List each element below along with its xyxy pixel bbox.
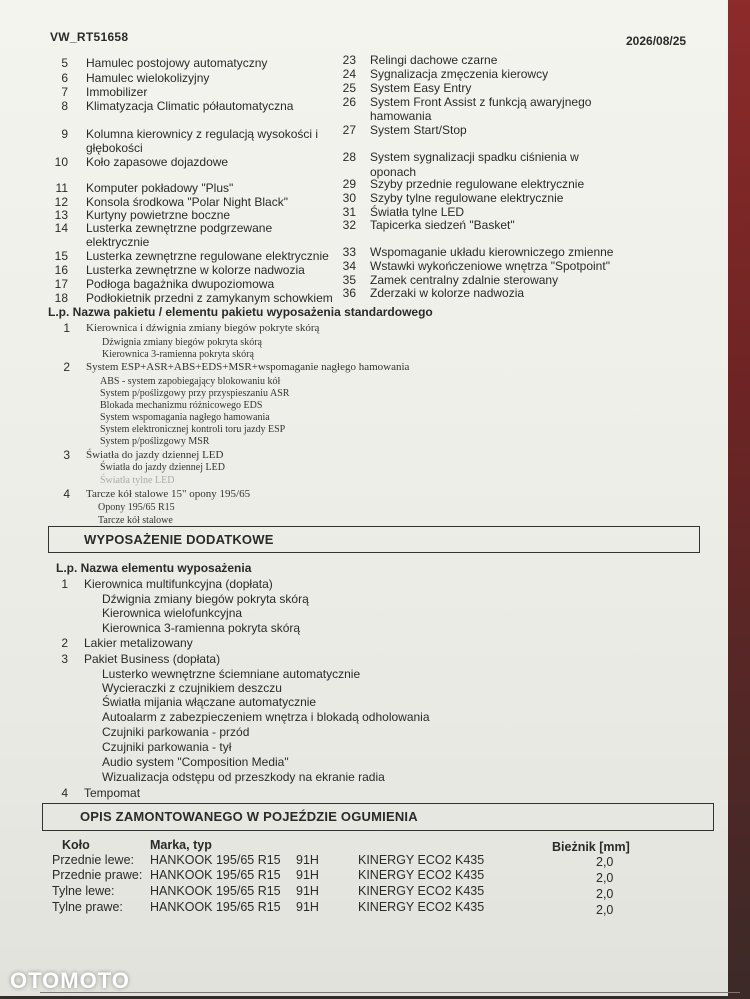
std-item: Lusterka zewnętrzne w kolorze nadwozia <box>86 263 305 277</box>
package-item: System p/poślizgowy MSR <box>100 436 210 447</box>
std-item: Kurtyny powietrzne boczne <box>86 208 231 222</box>
item-number: 9 <box>61 127 68 141</box>
item-number: 14 <box>54 221 68 235</box>
package-item: Dźwignia zmiany biegów pokryta skórą <box>102 337 262 348</box>
tires-col-brand: Marka, typ <box>150 838 212 852</box>
std-item: System Start/Stop <box>370 123 467 137</box>
std-item: Klimatyzacja Climatic półautomatyczna <box>86 99 294 113</box>
item-number: 26 <box>342 95 356 109</box>
item-number: 35 <box>342 273 356 287</box>
package-item: Światła tylne LED <box>100 475 175 486</box>
item-number: 30 <box>342 191 356 205</box>
std-item: Lusterka zewnętrzne regulowane elektrycznie <box>86 249 329 263</box>
package-name: Kierownica i dźwignia zmiany biegów pokryte skórą <box>86 322 320 334</box>
item-number: 5 <box>61 56 68 70</box>
std-item: Wspomaganie układu kierowniczego zmienne <box>370 245 614 259</box>
item-number: 8 <box>61 99 68 113</box>
package-number: 1 <box>63 321 70 335</box>
package-item: System elektronicznej kontroli toru jazdy ESP <box>100 424 286 435</box>
package-number: 3 <box>63 448 70 462</box>
package-number: 4 <box>63 487 70 501</box>
std-item: Wstawki wykończeniowe wnętrza "Spotpoint" <box>370 259 610 273</box>
tires-col-tread: Bieżnik [mm] <box>552 840 630 854</box>
std-item: System Easy Entry <box>370 81 472 95</box>
package-item: Blokada mechanizmu różnicowego EDS <box>100 400 263 411</box>
tire-wheel: Tylne prawe: <box>52 900 123 914</box>
item-number: 29 <box>342 177 356 191</box>
package-name: System ESP+ASR+ABS+EDS+MSR+wspomaganie nagłego hamowania <box>86 361 410 373</box>
optional-item: Kierownica 3-ramienna pokryta skórą <box>102 621 301 635</box>
tire-index: 91H <box>296 884 319 898</box>
tire-tread: 2,0 <box>596 887 614 901</box>
item-number: 10 <box>54 155 68 169</box>
item-number: 28 <box>342 150 356 164</box>
std-item: Lusterka zewnętrzne podgrzewane <box>86 221 273 235</box>
tire-index: 91H <box>296 868 319 882</box>
item-number: 36 <box>342 286 356 300</box>
optional-item: Autoalarm z zabezpieczeniem wnętrza i blokadą odholowania <box>102 710 430 724</box>
std-item: Koło zapasowe dojazdowe <box>86 155 229 169</box>
optional-name: Tempomat <box>84 786 141 800</box>
optional-item: Wycieraczki z czujnikiem deszczu <box>102 681 282 695</box>
tire-index: 91H <box>296 853 319 867</box>
package-number: 2 <box>63 360 70 374</box>
tire-brand: HANKOOK 195/65 R15 <box>150 868 281 882</box>
package-name: Światła do jazdy dziennej LED <box>86 449 224 461</box>
tire-model: KINERGY ECO2 K435 <box>358 853 485 867</box>
optional-item: Dźwignia zmiany biegów pokryta skórą <box>102 592 309 606</box>
std-item: Relingi dachowe czarne <box>370 53 498 67</box>
std-item: Światła tylne LED <box>370 205 465 219</box>
item-number: 15 <box>54 249 68 263</box>
item-number: 32 <box>342 218 356 232</box>
tires-col-wheel: Koło <box>62 838 90 852</box>
std-item: Zamek centralny zdalnie sterowany <box>370 273 559 287</box>
document-id: VW_RT51658 <box>50 30 129 44</box>
optional-name: Lakier metalizowany <box>84 636 193 650</box>
tire-tread: 2,0 <box>596 871 614 885</box>
tire-model: KINERGY ECO2 K435 <box>358 868 485 882</box>
tire-model: KINERGY ECO2 K435 <box>358 884 485 898</box>
item-number: 27 <box>342 123 356 137</box>
std-item: Szyby przednie regulowane elektrycznie <box>370 177 585 191</box>
item-number: 17 <box>54 277 68 291</box>
std-item-continued: oponach <box>370 165 417 179</box>
optional-item: Wizualizacja odstępu od przeszkody na ekranie radia <box>102 770 385 784</box>
std-item: Hamulec postojowy automatyczny <box>86 56 268 70</box>
package-item: Światła do jazdy dziennej LED <box>100 462 225 473</box>
std-item: Kolumna kierownicy z regulacją wysokości i <box>86 127 319 141</box>
optional-item: Światła mijania włączane automatycznie <box>102 695 317 709</box>
background-edge <box>728 0 750 999</box>
package-item: System wspomagania nagłego hamowania <box>100 412 270 423</box>
optional-item: Czujniki parkowania - tył <box>102 740 232 754</box>
std-item-continued: elektrycznie <box>86 235 150 249</box>
tire-tread: 2,0 <box>596 903 614 917</box>
std-item: System Front Assist z funkcją awaryjnego <box>370 95 592 109</box>
tire-wheel: Tylne lewe: <box>52 884 115 898</box>
tire-index: 91H <box>296 900 319 914</box>
tire-wheel: Przednie lewe: <box>52 853 134 867</box>
std-item-continued: hamowania <box>370 109 432 123</box>
package-item: ABS - system zapobiegający blokowaniu kół <box>100 376 281 387</box>
item-number: 24 <box>342 67 356 81</box>
package-item: Tarcze kół stalowe <box>98 515 173 526</box>
tire-model: KINERGY ECO2 K435 <box>358 900 485 914</box>
item-number: 33 <box>342 245 356 259</box>
item-number: 13 <box>54 208 68 222</box>
item-number: 16 <box>54 263 68 277</box>
std-item: Komputer pokładowy "Plus" <box>86 181 234 195</box>
tires-section-title: OPIS ZAMONTOWANEGO W POJEŹDZIE OGUMIENIA <box>80 809 418 824</box>
optional-item: Audio system "Composition Media" <box>102 755 289 769</box>
item-number: 11 <box>55 181 68 195</box>
tire-brand: HANKOOK 195/65 R15 <box>150 853 281 867</box>
std-item: Szyby tylne regulowane elektrycznie <box>370 191 564 205</box>
optional-name: Pakiet Business (dopłata) <box>84 652 221 666</box>
item-number: 6 <box>61 71 68 85</box>
tire-tread: 2,0 <box>596 855 614 869</box>
std-item: Konsola środkowa "Polar Night Black" <box>86 195 288 209</box>
item-number: 23 <box>342 53 356 67</box>
item-number: 18 <box>54 291 68 305</box>
optional-header: L.p. Nazwa elementu wyposażenia <box>56 561 252 575</box>
std-item: Immobilizer <box>86 85 148 99</box>
std-item: Tapicerka siedzeń "Basket" <box>370 218 515 232</box>
tire-brand: HANKOOK 195/65 R15 <box>150 900 281 914</box>
optional-number: 2 <box>61 636 68 650</box>
item-number: 7 <box>61 85 68 99</box>
item-number: 25 <box>342 81 356 95</box>
package-item: Opony 195/65 R15 <box>98 502 175 513</box>
std-item: Hamulec wielokolizyjny <box>86 71 210 85</box>
item-number: 31 <box>342 205 356 219</box>
package-item: Kierownica 3-ramienna pokryta skórą <box>102 349 254 360</box>
optional-section-title: WYPOSAŻENIE DODATKOWE <box>84 532 274 547</box>
std-item: Podłokietnik przedni z zamykanym schowkiem <box>86 291 333 305</box>
watermark-logo: OTOMOTO <box>10 968 130 993</box>
document-date: 2026/08/25 <box>626 34 687 48</box>
package-name: Tarcze kół stalowe 15" opony 195/65 <box>86 488 251 500</box>
optional-number: 4 <box>61 786 68 800</box>
optional-number: 3 <box>61 652 68 666</box>
optional-item: Czujniki parkowania - przód <box>102 725 250 739</box>
std-item: System sygnalizacji spadku ciśnienia w <box>370 150 579 164</box>
std-item: Sygnalizacja zmęczenia kierowcy <box>370 67 549 81</box>
item-number: 12 <box>54 195 68 209</box>
item-number: 34 <box>342 259 356 273</box>
page-divider <box>40 992 740 993</box>
std-item: Podłoga bagażnika dwupoziomowa <box>86 277 275 291</box>
optional-name: Kierownica multifunkcyjna (dopłata) <box>84 577 273 591</box>
optional-item: Lusterko wewnętrzne ściemniane automatycznie <box>102 667 361 681</box>
std-item-continued: głębokości <box>86 141 143 155</box>
tire-wheel: Przednie prawe: <box>52 868 143 882</box>
packages-header: L.p. Nazwa pakietu / elementu pakietu wyposażenia standardowego <box>48 305 433 319</box>
optional-item: Kierownica wielofunkcyjna <box>102 606 243 620</box>
package-item: System p/poślizgowy przy przyspieszaniu ASR <box>100 388 290 399</box>
tire-brand: HANKOOK 195/65 R15 <box>150 884 281 898</box>
std-item: Zderzaki w kolorze nadwozia <box>370 286 525 300</box>
optional-number: 1 <box>61 577 68 591</box>
